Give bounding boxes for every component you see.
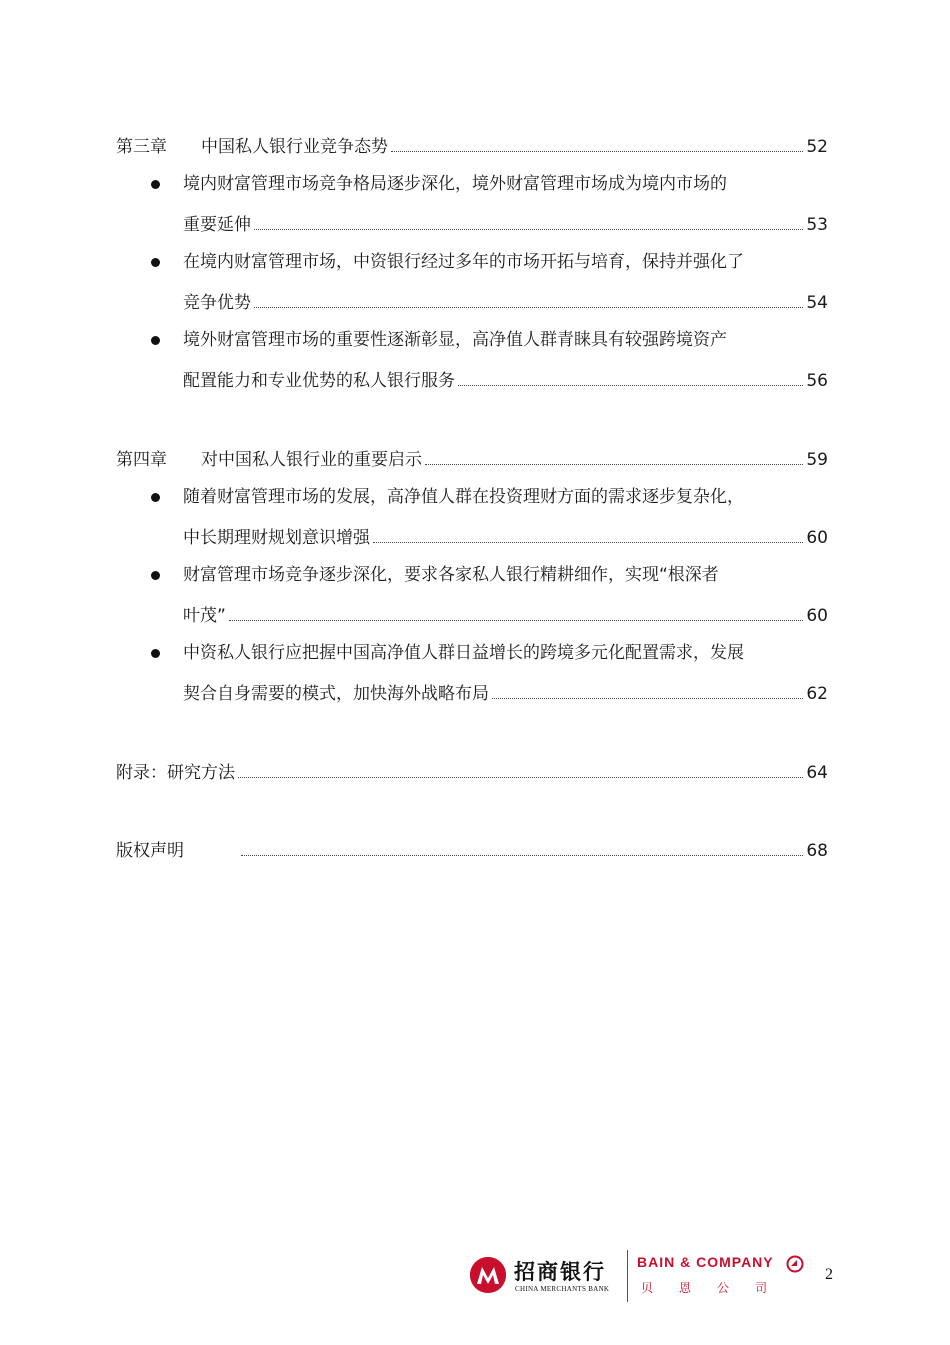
page-number: 60 xyxy=(806,528,828,548)
dot-leader xyxy=(229,619,804,621)
cmb-name-cn: 招商银行 xyxy=(514,1259,606,1284)
toc-chapter-4[interactable] xyxy=(116,447,828,471)
toc-entry-text: 随着财富管理市场的发展，高净值人群在投资理财方面的需求逐步复杂化， xyxy=(183,487,744,507)
toc-entry[interactable] xyxy=(183,681,828,705)
toc-entry[interactable] xyxy=(183,290,828,314)
cmb-name-en: CHINA MERCHANTS BANK xyxy=(515,1285,610,1293)
toc-entry-text: 财富管理市场竞争逐步深化，要求各家私人银行精耕细作，实现“根深者 xyxy=(183,565,719,585)
toc-entry-text: 竞争优势 xyxy=(183,293,251,313)
dot-leader xyxy=(373,541,803,543)
copyright-title: 版权声明 xyxy=(116,841,184,861)
toc-entry[interactable] xyxy=(183,525,828,549)
appendix-title: 附录：研究方法 xyxy=(116,763,235,783)
bullet-icon xyxy=(151,649,160,658)
bain-name-en: BAIN & COMPANY xyxy=(637,1254,774,1270)
toc-entry-text: 境外财富管理市场的重要性逐渐彰显，高净值人群青睐具有较强跨境资产 xyxy=(183,330,727,350)
chapter-title: 对中国私人银行业的重要启示 xyxy=(201,450,422,470)
bullet-icon xyxy=(151,258,160,267)
page-number: 59 xyxy=(806,450,828,470)
toc-entry[interactable] xyxy=(183,603,828,627)
toc-copyright[interactable] xyxy=(116,838,828,862)
logo-divider xyxy=(627,1250,628,1302)
dot-leader xyxy=(492,697,803,699)
bullet-icon xyxy=(151,180,160,189)
dot-leader xyxy=(254,306,803,308)
dot-leader xyxy=(425,463,803,465)
chapter-title: 中国私人银行业竞争态势 xyxy=(201,137,388,157)
dot-leader xyxy=(391,150,803,152)
dot-leader xyxy=(254,228,803,230)
page-number: 62 xyxy=(806,684,828,704)
toc-entry-text: 配置能力和专业优势的私人银行服务 xyxy=(183,371,455,391)
toc-entry-text: 在境内财富管理市场，中资银行经过多年的市场开拓与培育，保持并强化了 xyxy=(183,252,744,272)
toc-entry-text: 叶茂” xyxy=(183,606,226,626)
toc-entry-text: 境内财富管理市场竞争格局逐步深化，境外财富管理市场成为境内市场的 xyxy=(183,174,727,194)
cmb-logo xyxy=(470,1255,620,1297)
bain-name-cn: 贝恩公司 xyxy=(641,1281,794,1295)
page-number: 56 xyxy=(806,371,828,391)
page-number: 53 xyxy=(806,215,828,235)
toc-entry[interactable] xyxy=(183,368,828,392)
page-number: 68 xyxy=(806,841,828,861)
page-number: 60 xyxy=(806,606,828,626)
toc-appendix[interactable] xyxy=(116,760,828,784)
bain-logo-icon xyxy=(786,1255,804,1277)
dot-leader xyxy=(241,854,803,856)
toc-entry-text: 契合自身需要的模式，加快海外战略布局 xyxy=(183,684,489,704)
toc-chapter-3[interactable] xyxy=(116,134,828,158)
page-number-footer: 2 xyxy=(825,1266,833,1283)
toc-entry[interactable] xyxy=(183,212,828,236)
page-number: 54 xyxy=(806,293,828,313)
bullet-icon xyxy=(151,493,160,502)
page-number: 64 xyxy=(806,763,828,783)
bullet-icon xyxy=(151,571,160,580)
page-number: 52 xyxy=(806,137,828,157)
toc-entry-text: 中资私人银行应把握中国高净值人群日益增长的跨境多元化配置需求，发展 xyxy=(183,643,744,663)
toc-entry-text: 中长期理财规划意识增强 xyxy=(183,528,370,548)
chapter-label: 第四章 xyxy=(116,450,167,470)
toc-entry-text: 重要延伸 xyxy=(183,215,251,235)
dot-leader xyxy=(458,384,803,386)
dot-leader xyxy=(238,776,803,778)
cmb-logo-icon xyxy=(470,1257,506,1293)
chapter-label: 第三章 xyxy=(116,137,167,157)
bullet-icon xyxy=(151,336,160,345)
